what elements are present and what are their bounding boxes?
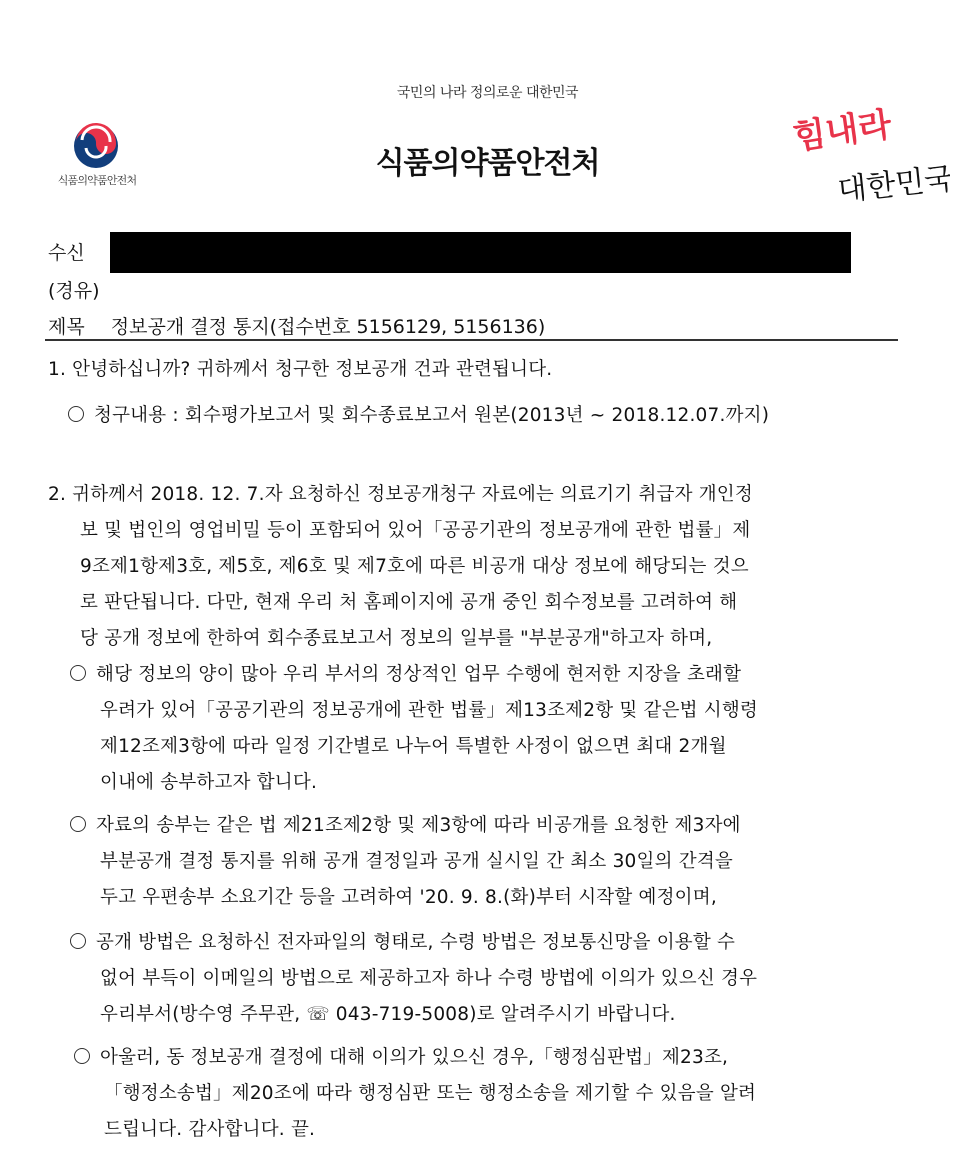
bullet-line: 두고 우편송부 소요기간 등을 고려하여 '20. 9. 8.(화)부터 시작할 예정이며, bbox=[100, 887, 717, 908]
bullet-item bbox=[70, 657, 758, 801]
bullet-line: 없어 부득이 이메일의 방법으로 제공하고자 하나 수령 방법에 이의가 있으신 경우 bbox=[100, 968, 758, 989]
svg-text:대한민국: 대한민국 bbox=[836, 161, 950, 209]
bullet-line: 자료의 송부는 같은 법 제21조제2항 및 제3항에 따라 비공개를 요청한 제3자에 bbox=[96, 815, 741, 836]
svg-text:힘내라: 힘내라 bbox=[790, 104, 894, 158]
subject-label: 제목 bbox=[48, 316, 85, 338]
bullet-line: 우리부서(방수영 주무관, ☏ 043-719-5008)로 알려주시기 바랍니다. bbox=[100, 1004, 676, 1025]
bullet-line: 이내에 송부하고자 합니다. bbox=[100, 772, 318, 793]
section-1-bullet bbox=[68, 398, 769, 434]
bullet-line: 드립니다. 감사합니다. 끝. bbox=[104, 1119, 316, 1140]
header-divider bbox=[45, 339, 898, 341]
section-2-line: 9조제1항제3호, 제5호, 제6호 및 제7호에 따른 비공개 대상 정보에 해당되는 것으 bbox=[80, 556, 749, 577]
bullet-line: 「행정소송법」제20조에 따라 행정심판 또는 행정소송을 제기할 수 있음을 알려 bbox=[104, 1083, 757, 1104]
bullet-line: 아울러, 동 정보공개 결정에 대해 이의가 있으신 경우,「행정심판법」제23조, bbox=[100, 1047, 729, 1068]
section-2-line: 2. 귀하께서 2018. 12. 7.자 요청하신 정보공개청구 자료에는 의료기기 취급자 개인정 bbox=[48, 484, 753, 505]
org-title: 식품의약품안전처 bbox=[375, 146, 600, 181]
section-2-line: 당 공개 정보에 한하여 회수종료보고서 정보의 일부를 "부분공개"하고자 하며, bbox=[80, 628, 713, 649]
circle-bullet-icon bbox=[74, 1048, 90, 1064]
recipient-label: 수신 bbox=[48, 242, 85, 264]
bullet-line: 우려가 있어「공공기관의 정보공개에 관한 법률」제13조제2항 및 같은법 시행령 bbox=[100, 700, 759, 721]
recipient-row bbox=[48, 238, 85, 265]
bullet-item bbox=[70, 808, 741, 916]
recipient-redaction bbox=[110, 232, 851, 273]
circle-bullet-icon bbox=[68, 406, 84, 422]
bullet-line: 해당 정보의 양이 많아 우리 부서의 정상적인 업무 수행에 현저한 지장을 초래할 bbox=[96, 664, 742, 685]
subject-value: 정보공개 결정 통지(접수번호 5156129, 5156136) bbox=[110, 316, 546, 338]
subject-row bbox=[48, 312, 545, 339]
section-1-text: 1. 안녕하십니까? 귀하께서 청구한 정보공개 건과 관련됩니다. bbox=[48, 359, 553, 380]
section-2 bbox=[48, 477, 753, 657]
via-row bbox=[48, 276, 100, 303]
bullet-item bbox=[74, 1040, 756, 1148]
circle-bullet-icon bbox=[70, 816, 86, 832]
via-label: (경유) bbox=[48, 280, 100, 302]
slogan: 국민의 나라 정의로운 대한민국 bbox=[396, 85, 579, 101]
bullet-line: 공개 방법은 요청하신 전자파일의 형태로, 수령 방법은 정보통신망을 이용할 수 bbox=[96, 932, 736, 953]
bullet-item bbox=[70, 925, 757, 1033]
circle-bullet-icon bbox=[70, 933, 86, 949]
section-2-line: 로 판단됩니다. 다만, 현재 우리 처 홈페이지에 공개 중인 회수정보를 고려하여 해 bbox=[80, 592, 738, 613]
slogan-logo bbox=[790, 100, 950, 215]
bullet-line: 제12조제3항에 따라 일정 기간별로 나누어 특별한 사정이 없으면 최대 2개월 bbox=[100, 736, 727, 757]
request-content: 청구내용 : 회수평가보고서 및 회수종료보고서 원본(2013년 ~ 2018.12.07.까지) bbox=[94, 405, 770, 426]
section-2-line: 보 및 법인의 영업비밀 등이 포함되어 있어「공공기관의 정보공개에 관한 법률」제 bbox=[80, 520, 751, 541]
section-1 bbox=[48, 352, 552, 388]
bullet-line: 부분공개 결정 통지를 위해 공개 결정일과 공개 실시일 간 최소 30일의 간격을 bbox=[100, 851, 733, 872]
logo-text: 식품의약품안전처 bbox=[57, 174, 137, 187]
slogan-calligraphy-icon bbox=[790, 100, 950, 215]
circle-bullet-icon bbox=[70, 665, 86, 681]
